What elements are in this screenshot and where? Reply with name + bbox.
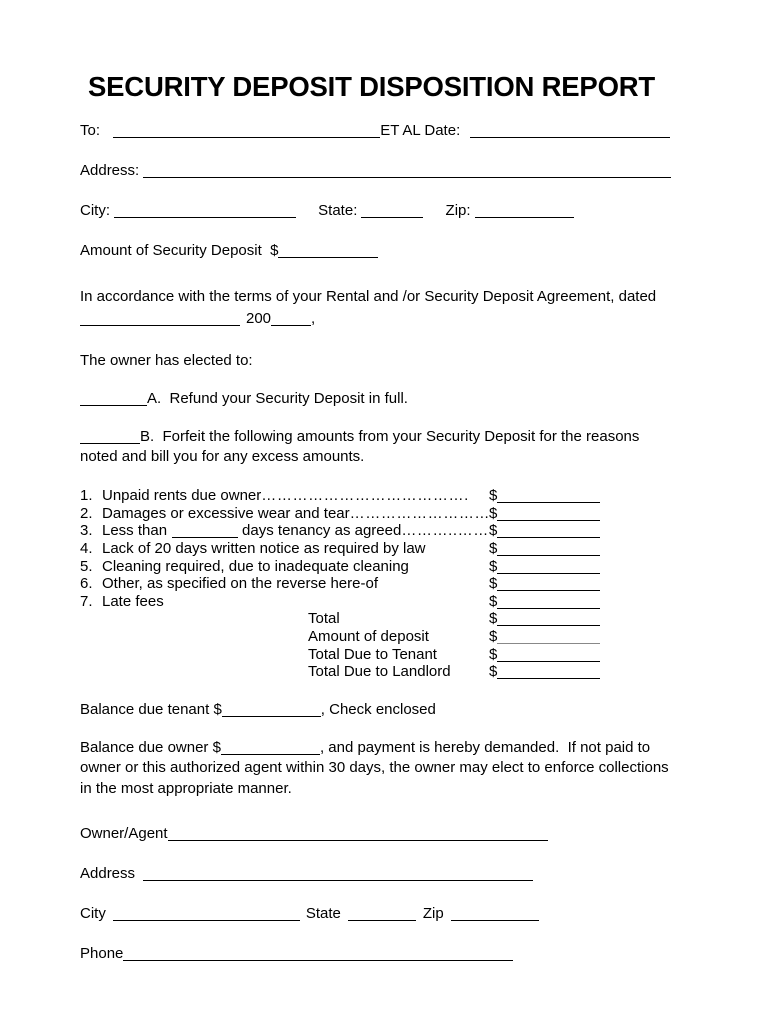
agreement-paragraph xyxy=(80,286,678,308)
item-amount-field xyxy=(489,522,600,540)
option-b-label-line2-row xyxy=(80,446,680,467)
item-amount-field xyxy=(489,487,600,505)
item-number: 5. xyxy=(80,557,93,575)
item-text: Damages or excessive wear and tear xyxy=(102,504,350,522)
currency-symbol: $ xyxy=(489,610,498,628)
signature-address-row xyxy=(80,865,680,883)
signature-phone-row xyxy=(80,945,680,963)
option-a-label: A. Refund your Security Deposit in full. xyxy=(147,390,408,408)
form-sheet xyxy=(80,0,680,963)
total-amount-field xyxy=(489,646,600,664)
currency-symbol: $ xyxy=(489,487,498,505)
balance-owner-suffix: , and payment is hereby demanded. If not paid to xyxy=(319,738,651,756)
item-amount-blank[interactable] xyxy=(497,543,600,556)
signature-state-label: State xyxy=(305,904,341,922)
total-amount-field xyxy=(489,610,600,628)
address-row xyxy=(80,162,680,180)
balance-tenant-prefix: Balance due tenant $ xyxy=(80,700,222,718)
currency-symbol: $ xyxy=(489,575,498,593)
balance-due-owner-row xyxy=(80,739,680,757)
balance-owner-line3-row xyxy=(80,778,680,799)
agreement-date-row xyxy=(80,308,680,330)
item-amount-field xyxy=(489,505,600,523)
state-input-blank[interactable] xyxy=(361,205,423,218)
option-a-checkbox-blank[interactable] xyxy=(80,393,147,406)
page-title: SECURITY DEPOSIT DISPOSITION REPORT xyxy=(88,71,656,102)
city-label: City: xyxy=(80,202,110,220)
item-amount-blank[interactable] xyxy=(497,508,600,521)
deduction-item-5 xyxy=(80,558,680,576)
currency-symbol: $ xyxy=(489,592,498,610)
agreement-text: In accordance with the terms of your Rental and /or Security Deposit Agreement, dated xyxy=(80,288,657,306)
total-amount-blank[interactable] xyxy=(497,666,600,679)
option-b-label-line1: B. Forfeit the following amounts from your Security Deposit for the reasons xyxy=(140,428,640,446)
item-text: Late fees xyxy=(102,592,164,610)
signature-zip-blank[interactable] xyxy=(451,908,539,921)
city-input-blank[interactable] xyxy=(114,205,296,218)
balance-tenant-blank[interactable] xyxy=(222,704,321,717)
item-amount-field xyxy=(489,540,600,558)
election-intro: The owner has elected to: xyxy=(80,352,253,370)
balance-due-tenant-row xyxy=(80,701,680,719)
currency-symbol: $ xyxy=(489,663,498,681)
signature-state-blank[interactable] xyxy=(348,908,416,921)
balance-owner-line3: in the most appropriate manner. xyxy=(80,779,292,797)
currency-symbol: $ xyxy=(489,628,498,645)
item-text-after: days tenancy as agreed xyxy=(242,522,402,540)
total-label: Total Due to Tenant xyxy=(308,645,437,663)
deduction-item-4 xyxy=(80,540,680,558)
total-amount-blank[interactable] xyxy=(497,631,600,644)
item-days-blank[interactable] xyxy=(172,525,238,538)
item-amount-blank[interactable] xyxy=(497,561,600,574)
item-amount-blank[interactable] xyxy=(497,578,600,591)
item-amount-blank[interactable] xyxy=(497,490,600,503)
item-number: 7. xyxy=(80,592,93,610)
item-text: Other, as specified on the reverse here-of xyxy=(102,575,378,593)
deposit-amount-label: Amount of Security Deposit $ xyxy=(80,242,279,260)
total-row-total xyxy=(80,610,680,628)
city-state-zip-row xyxy=(80,202,680,220)
currency-symbol: $ xyxy=(489,504,498,522)
signature-city-label: City xyxy=(80,904,106,922)
agreement-year-prefix: 200 xyxy=(246,310,272,328)
date-input-blank[interactable] xyxy=(470,125,670,138)
address-label: Address: xyxy=(80,162,140,180)
option-b-row xyxy=(80,428,680,446)
item-leader: ……………………… xyxy=(349,504,491,522)
item-text-before: Less than xyxy=(102,522,168,540)
etal-date-label: ET AL Date: xyxy=(380,122,461,140)
item-number: 2. xyxy=(80,504,93,522)
to-label: To: xyxy=(80,122,101,140)
deposit-amount-row xyxy=(80,242,680,260)
signature-city-blank[interactable] xyxy=(113,908,300,921)
total-amount-field xyxy=(489,663,600,681)
agreement-year-suffix: , xyxy=(311,310,316,328)
currency-symbol: $ xyxy=(489,557,498,575)
deduction-item-2 xyxy=(80,505,680,523)
item-amount-field xyxy=(489,575,600,593)
to-row xyxy=(80,122,680,140)
item-number: 3. xyxy=(80,522,93,540)
total-label: Amount of deposit xyxy=(308,628,429,645)
item-amount-blank[interactable] xyxy=(497,596,600,609)
option-b-checkbox-blank[interactable] xyxy=(80,431,140,444)
agreement-year-blank[interactable] xyxy=(271,313,311,326)
item-leader: ………..…… xyxy=(401,522,489,540)
deduction-item-3 xyxy=(80,522,680,540)
signature-phone-blank[interactable] xyxy=(123,948,513,961)
currency-symbol: $ xyxy=(489,645,498,663)
item-text: Cleaning required, due to inadequate cleaning xyxy=(102,557,409,575)
total-amount-field xyxy=(489,628,600,646)
option-b-label-line2: noted and bill you for any excess amounts. xyxy=(80,448,365,466)
item-number: 4. xyxy=(80,540,93,558)
option-a-row xyxy=(80,390,680,408)
total-amount-blank[interactable] xyxy=(497,649,600,662)
deduction-item-7 xyxy=(80,593,680,611)
signature-phone-label: Phone xyxy=(80,944,124,962)
owner-agent-blank[interactable] xyxy=(168,828,548,841)
currency-symbol: $ xyxy=(489,522,498,540)
total-row-due-to-tenant xyxy=(80,646,680,664)
deduction-items-list xyxy=(80,487,680,681)
total-row-due-to-landlord xyxy=(80,663,680,681)
balance-owner-line2-row xyxy=(80,757,680,778)
signature-zip-label: Zip xyxy=(422,904,444,922)
zip-input-blank[interactable] xyxy=(475,205,574,218)
item-number: 1. xyxy=(80,487,93,505)
deposit-amount-input-blank[interactable] xyxy=(278,245,378,258)
balance-owner-line2: owner or this authorized agent within 30 days, the owner may elect to enforce collections xyxy=(80,758,669,776)
balance-owner-blank[interactable] xyxy=(221,742,320,755)
currency-symbol: $ xyxy=(489,540,498,558)
owner-agent-row xyxy=(80,825,680,843)
total-row-amount-of-deposit xyxy=(80,628,680,646)
owner-agent-label: Owner/Agent xyxy=(80,824,168,842)
deduction-item-6 xyxy=(80,575,680,593)
deduction-item-1 xyxy=(80,487,680,505)
state-label: State: xyxy=(318,202,358,220)
item-text: Lack of 20 days written notice as required by law xyxy=(102,540,426,558)
balance-owner-prefix: Balance due owner $ xyxy=(80,738,221,756)
zip-label: Zip: xyxy=(445,202,471,220)
item-amount-field xyxy=(489,558,600,576)
item-amount-field xyxy=(489,593,600,611)
item-leader: …………………………………. xyxy=(261,487,469,505)
to-input-blank[interactable] xyxy=(113,125,380,138)
signature-city-state-zip-row xyxy=(80,905,680,923)
item-number: 6. xyxy=(80,575,93,593)
item-amount-blank[interactable] xyxy=(497,525,600,538)
agreement-date-blank[interactable] xyxy=(80,313,240,326)
address-input-blank[interactable] xyxy=(143,165,671,178)
signature-address-label: Address xyxy=(80,864,136,882)
total-label: Total Due to Landlord xyxy=(308,663,451,681)
item-text: Unpaid rents due owner xyxy=(102,487,262,505)
signature-address-blank[interactable] xyxy=(143,868,533,881)
total-label: Total xyxy=(308,610,340,628)
balance-tenant-suffix: , Check enclosed xyxy=(320,700,436,718)
total-amount-blank[interactable] xyxy=(497,613,600,626)
